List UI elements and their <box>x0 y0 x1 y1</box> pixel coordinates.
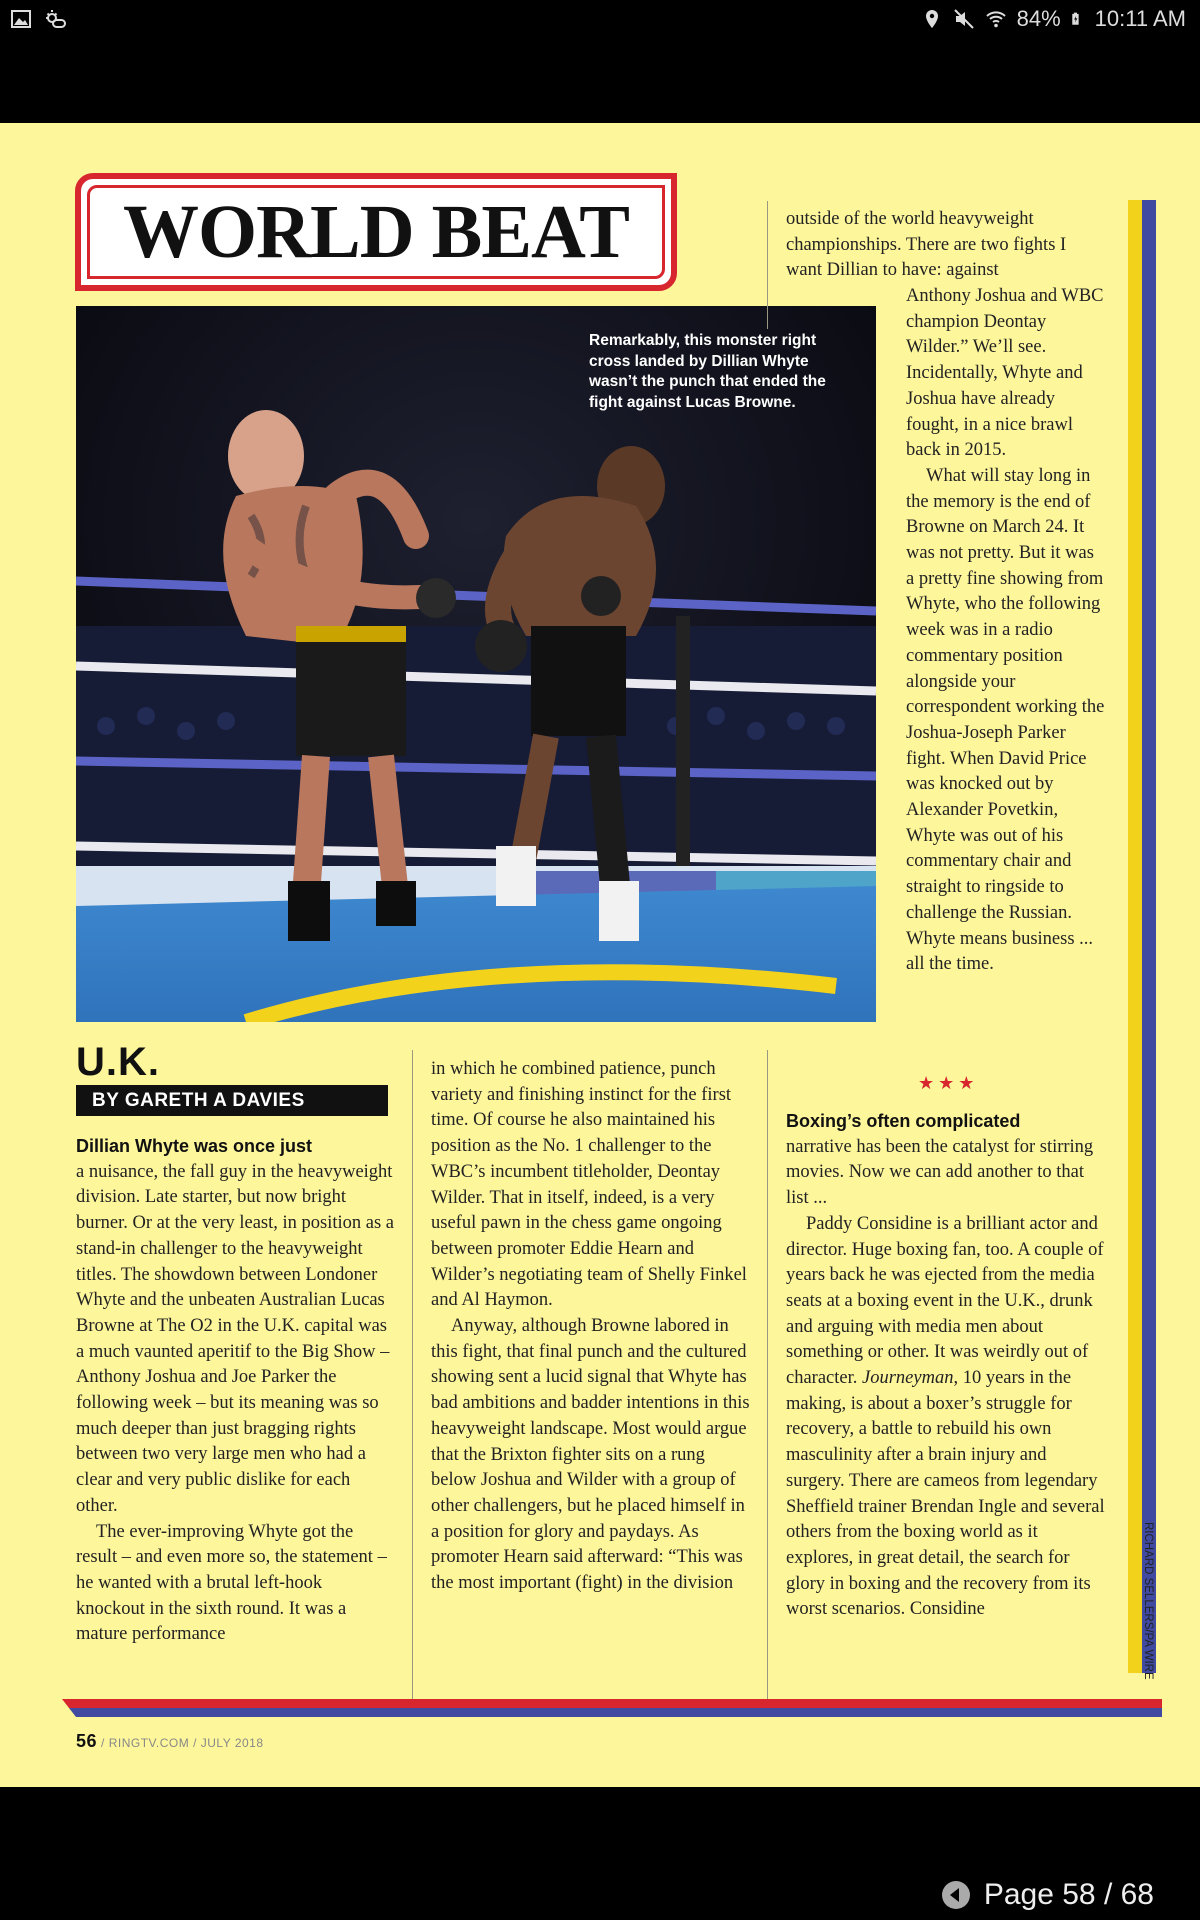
paragraph-text-b: , 10 years in the making, is about a boxer’s struggle for recovery, a battle to rebuild his own masculinity after a brain injury and surgery. There are cameos from legendary Sheffield trainer Brendan Ingle and several others from the boxing world as it explores, in great detail, the search for glory in boxing and the recovery from its worst scenarios. Considine <box>786 1368 1105 1620</box>
column-3-paragraph-2: What will stay long in the memory is the end of Browne on March 24. It was not pretty. But it was a pretty fine showing from Whyte, who the following week was in a radio commentary position alongside your correspondent working the Joshua-Joseph Parker fight. When David Price was knocked out by Alexander Povetkin, Whyte was out of his commentary chair and straight to ringside to challenge the Russian. Whyte means business ... all the time. <box>906 465 1105 975</box>
column-3-paragraph-1-cont: Anthony Joshua and WBC champion Deontay Wilder.” We’ll see. Incidentally, Whyte and Joshua have already fought, in a nice brawl back in 2015. <box>906 286 1104 461</box>
column-1-paragraph-1: a nuisance, the fall guy in the heavyweight division. Late starter, but now bright burner. Or at the very least, in position as a stand-in challenger to the heavyweight titles. The showdown between Londoner Whyte and the unbeaten Australian Lucas Browne at The O2 in the U.K. capital was a much vaunted aperitif to the Big Show – Anthony Joshua and Joe Parker the following week – but its meaning was so much deeper than just bragging rights between two very large men who had a clear and very public dislike for each other. <box>76 1161 395 1516</box>
column-2-paragraph-1: in which he combined patience, punch variety and finishing instinct for the first time. Of course he also maintained his position as the No. 1 challenger to the WBC’s incumbent titleholder, Deontay Wilder. That in itself, indeed, is a very useful pawn in the chess game ongoing between promoter Eddie Hearn and Wilder’s negotiating team of Shelly Finkel and Al Haymon. <box>431 1059 747 1311</box>
gallery-icon <box>10 8 32 30</box>
sidebar-stripe <box>1128 200 1156 1680</box>
byline: BY GARETH A DAVIES <box>76 1085 388 1116</box>
film-title: Journeyman <box>862 1368 954 1389</box>
column-2-paragraph-2: Anyway, although Browne labored in this fight, that final punch and the cultured showing sent a lucid signal that Whyte has bad ambitions and badder intentions in this heavyweight landscape. Most would argue that the Brixton fighter sits on a rung below Joshua and Wilder with a group of other challengers, but he placed himself in a position for glory and paydays. As promoter Hearn said afterward: “This was the most important (fight) in the division <box>431 1316 750 1594</box>
footer-site: / RINGTV.COM / JULY 2018 <box>101 1736 264 1750</box>
column-3-narrow <box>906 284 1106 978</box>
column-1 <box>76 1134 394 1648</box>
magazine-page[interactable] <box>0 123 1200 1787</box>
column-rule-left <box>412 1050 413 1700</box>
column-rule-right <box>767 1050 768 1700</box>
section-title: WORLD BEAT <box>123 189 629 274</box>
photo-credit: RICHARD SELLERS/PA WIRE <box>1142 1522 1154 1680</box>
location-icon <box>921 8 943 30</box>
column-1-lead: Dillian Whyte was once just <box>76 1136 313 1156</box>
previous-page-icon[interactable] <box>942 1881 970 1909</box>
region-heading: U.K. <box>76 1040 160 1084</box>
column-3-bottom-paragraph-1: narrative has been the catalyst for stirring movies. Now we can add another to that list ... <box>786 1136 1094 1209</box>
footer-stripe-red <box>62 1699 1162 1708</box>
column-3-paragraph-1: outside of the world heavyweight championships. There are two fights I want Dillian to have: against <box>786 209 1067 281</box>
world-beat-logo <box>75 173 677 291</box>
boxing-illustration <box>76 306 876 1022</box>
footer-stripe-cut <box>62 1699 76 1717</box>
column-1-paragraph-2: The ever-improving Whyte got the result – and even more so, the statement – he wanted with a brutal left-hook knockout in the sixth round. It was a mature performance <box>76 1521 387 1645</box>
column-2 <box>431 1057 751 1597</box>
paragraph-text-a: Paddy Considine is a brilliant actor and director. Huge boxing fan, too. A couple of years back he was ejected from the media seats at a boxing event in the U.K., drunk and arguing with media men about something or other. It was weirdly out of character. <box>786 1213 1104 1389</box>
weather-icon <box>44 8 66 30</box>
battery-percent: 84% <box>1016 6 1061 31</box>
boxing-photo <box>76 306 876 1022</box>
column-3-lead: Boxing’s often complicated <box>786 1111 1021 1131</box>
wifi-icon <box>985 8 1007 30</box>
column-3-bottom-paragraph-2 <box>786 1212 1106 1623</box>
reader-bottom-bar <box>0 1787 1200 1920</box>
section-divider-stars: ★★★ <box>918 1073 979 1094</box>
page-number: 56 <box>76 1731 98 1751</box>
status-bar <box>0 0 1200 40</box>
page-indicator-text: Page 58 / 68 <box>983 1878 1154 1911</box>
mute-icon <box>953 8 975 30</box>
page-indicator <box>942 1878 1154 1912</box>
page-footer <box>76 1731 264 1752</box>
photo-caption: Remarkably, this monster right cross landed by Dillian Whyte wasn’t the punch that ended the fight against Lucas Browne. <box>589 332 826 411</box>
column-3-bottom <box>786 1109 1106 1623</box>
clock: 10:11 AM <box>1094 6 1186 31</box>
column-rule-top <box>767 201 768 329</box>
footer-stripe-blue <box>62 1708 1162 1717</box>
column-3-top <box>786 207 1104 284</box>
battery-icon <box>1071 8 1085 30</box>
